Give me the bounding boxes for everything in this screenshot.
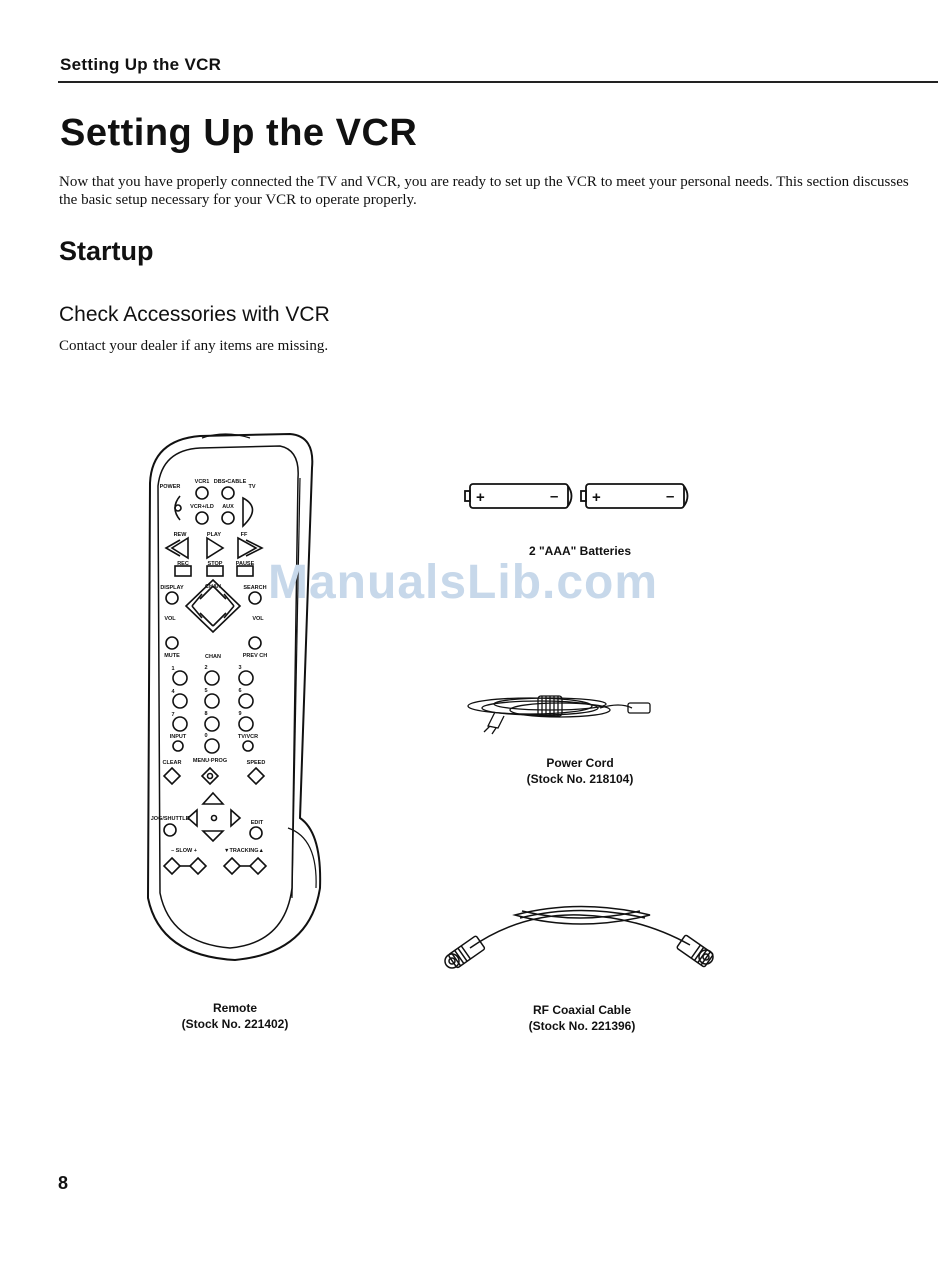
- remote-label-tv: TV: [248, 484, 256, 490]
- remote-label-edit: EDIT: [250, 820, 264, 826]
- remote-label-digit-4: 4: [171, 689, 175, 695]
- caption-rf-cable-name: RF Coaxial Cable: [532, 1003, 632, 1017]
- contact-dealer-text: Contact your dealer if any items are missing.: [59, 338, 329, 354]
- remote-label-slow: – SLOW +: [171, 848, 197, 854]
- rf-cable-illustration: [440, 893, 720, 973]
- remote-label-tracking: ▼TRACKING▲: [224, 848, 264, 854]
- remote-label-chan-down: CHAN: [205, 654, 221, 660]
- remote-label-vcr-plus: VCR+/LD: [190, 504, 214, 510]
- remote-label-power: POWER: [159, 484, 181, 490]
- section-heading-startup: Startup: [59, 236, 154, 266]
- remote-label-stop: STOP: [207, 561, 223, 567]
- caption-remote-name: Remote: [212, 1001, 257, 1015]
- remote-label-play: PLAY: [206, 532, 222, 538]
- remote-label-aux: AUX: [222, 504, 234, 510]
- caption-power-cord-stock: (Stock No. 218104): [526, 772, 634, 786]
- remote-label-digit-7: 7: [171, 712, 175, 718]
- remote-label-clear: CLEAR: [162, 760, 182, 766]
- running-header: Setting Up the VCR: [60, 55, 222, 74]
- remote-label-chan-up: CHAN: [205, 584, 221, 590]
- caption-rf-cable-stock: (Stock No. 221396): [528, 1019, 636, 1033]
- watermark: ManualsLib.com: [268, 556, 659, 609]
- caption-power-cord-name: Power Cord: [546, 756, 614, 770]
- remote-label-input: INPUT: [169, 734, 187, 740]
- caption-remote-stock: (Stock No. 221402): [181, 1017, 289, 1031]
- page-title: Setting Up the VCR: [60, 112, 418, 154]
- remote-label-tv-vcr: TV/VCR: [237, 734, 259, 740]
- remote-label-menu-prog: MENU·PROG: [192, 758, 228, 764]
- svg-text:+: +: [476, 489, 485, 506]
- svg-text:+: +: [592, 489, 601, 506]
- remote-label-mute: MUTE: [164, 653, 180, 659]
- remote-illustration: [140, 428, 330, 966]
- remote-label-digit-5: 5: [204, 688, 208, 694]
- remote-label-digit-8: 8: [204, 711, 208, 717]
- remote-label-jog-shuttle: JOG/SHUTTLE: [150, 816, 190, 822]
- svg-text:–: –: [666, 488, 675, 505]
- remote-label-rec: REC: [177, 561, 189, 567]
- power-cord-illustration: [460, 686, 660, 736]
- remote-label-pause: PAUSE: [235, 561, 255, 567]
- header-rule: [58, 81, 938, 83]
- remote-label-search: SEARCH: [243, 585, 267, 591]
- remote-label-digit-2: 2: [204, 665, 208, 671]
- remote-label-prev-ch: PREV CH: [242, 653, 268, 659]
- remote-label-vol-left: VOL: [164, 616, 176, 622]
- svg-text:–: –: [550, 488, 559, 505]
- intro-paragraph: Now that you have properly connected the TV and VCR, you are ready to set up the VCR to meet your personal needs. This section discusses the basic setup necessary for your VCR to operate properly.: [59, 174, 909, 208]
- remote-label-digit-1: 1: [171, 666, 175, 672]
- sub-heading-check-accessories: Check Accessories with VCR: [59, 303, 330, 326]
- remote-label-vcr1: VCR1: [194, 479, 210, 485]
- remote-label-display: DISPLAY: [160, 585, 184, 591]
- remote-label-rew: REW: [173, 532, 187, 538]
- page-number: 8: [58, 1173, 69, 1193]
- batteries-illustration: [462, 478, 698, 518]
- remote-label-digit-9: 9: [238, 711, 242, 717]
- remote-label-vol-right: VOL: [252, 616, 264, 622]
- remote-label-speed: SPEED: [246, 760, 266, 766]
- remote-label-dbs-cable: DBS•CABLE: [213, 479, 247, 485]
- caption-remote: [160, 1000, 310, 1032]
- remote-label-zero: 0: [204, 733, 208, 739]
- caption-power-cord: [480, 755, 680, 787]
- remote-label-digit-3: 3: [238, 665, 242, 671]
- remote-label-ff: FF: [240, 532, 248, 538]
- caption-rf-cable: [482, 1002, 682, 1034]
- caption-batteries: 2 "AAA" Batteries: [528, 544, 632, 558]
- remote-label-digit-6: 6: [238, 688, 242, 694]
